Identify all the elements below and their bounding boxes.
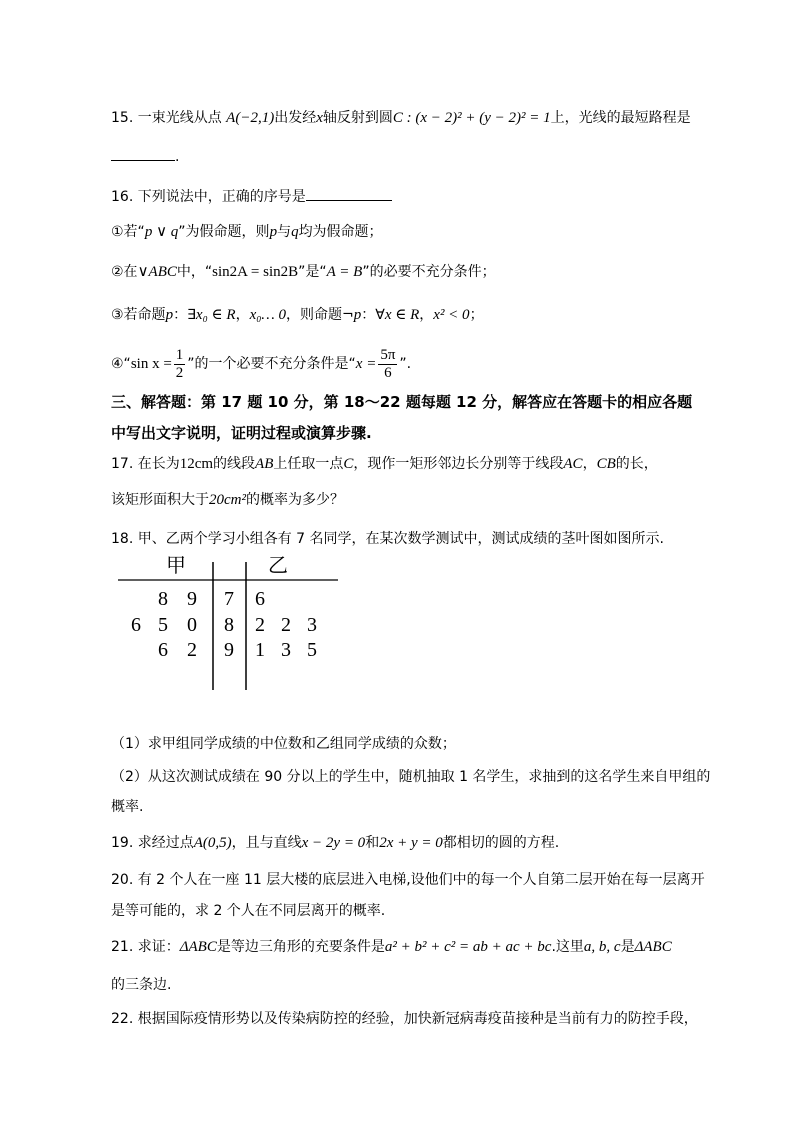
leaf-left: 2 <box>187 639 197 661</box>
q17-math: CB <box>596 456 616 472</box>
q21-line1 <box>111 937 672 957</box>
plot-right-header: 乙 <box>268 555 288 577</box>
fraction-numerator: 5π <box>380 346 396 363</box>
q17-math: 20cm² <box>209 492 246 508</box>
fraction-denominator: 2 <box>175 364 184 381</box>
q22-line1: 22. 根据国际疫情形势以及传染病防控的经验，加快新冠病毒疫苗接种是当前有力的防控手段， <box>111 1011 698 1027</box>
q21-math: ΔABC <box>179 939 217 955</box>
q18-sub2-line2: 概率. <box>111 799 144 815</box>
q16-math: x = <box>355 356 377 372</box>
q16-text: ①若“ <box>111 224 145 240</box>
q19-text: ，且与直线 <box>231 835 302 851</box>
leaf-left: 8 <box>158 588 168 610</box>
leaf-right: 1 <box>255 639 265 661</box>
stem-value: 8 <box>224 614 234 636</box>
q18-sub1: （1）求甲组同学成绩的中位数和乙组同学成绩的众数； <box>111 736 456 752</box>
q16-option-2 <box>111 262 496 282</box>
q16-text: 中，“ <box>176 264 213 280</box>
fraction-numerator: 1 <box>175 346 184 363</box>
q21-math: ΔABC <box>634 939 672 955</box>
leaf-right: 2 <box>281 614 291 636</box>
q16-text: ， <box>235 307 250 323</box>
q16-stem <box>111 186 392 207</box>
q16-fraction-half <box>174 347 186 382</box>
q20-line1: 20. 有 2 个人在一座 11 层大楼的底层进入电梯,设他们中的每一个人自第二层开始在每一层离开 <box>111 872 705 888</box>
q16-answer-blank <box>306 186 392 201</box>
q16-text: ②在 <box>111 264 138 280</box>
q16-math: x₀ ∈ R <box>195 307 236 323</box>
q16-text: ”的一个必要不充分条件是“ <box>187 356 356 372</box>
leaf-left: 9 <box>187 588 197 610</box>
q16-text: ”是“ <box>298 264 327 280</box>
q15-text: 轴反射到圆 <box>322 110 393 126</box>
q17-text: ， <box>582 456 597 472</box>
q15-text: 出发经 <box>274 110 317 126</box>
q16-math: x² < 0 <box>433 307 470 323</box>
q16-text: ，则命题¬ <box>286 307 354 323</box>
q21-text: 21. 求证： <box>111 939 180 955</box>
q16-text: ”的必要不充分条件； <box>362 264 496 280</box>
leaf-right: 3 <box>281 639 291 661</box>
q17-text: ，现作一矩形邻边长分别等于线段 <box>353 456 564 472</box>
q16-math: ∨ABC <box>137 264 177 280</box>
q17-math: 12cm <box>179 456 214 472</box>
q16-math: sin2A = sin2B <box>212 264 299 280</box>
q15-answer-blank <box>111 146 175 161</box>
stem-and-leaf-plot <box>118 555 338 692</box>
leaf-left: 0 <box>187 614 197 636</box>
q21-math: a² + b² + c² = ab + ac + bc <box>384 939 552 955</box>
q15-text: 15. 一束光线从点 <box>111 110 227 126</box>
leaf-right: 3 <box>307 614 317 636</box>
q15-answer-line <box>111 146 179 167</box>
q17-math: AB <box>255 456 274 472</box>
q19-math: 2x + y = 0 <box>379 835 443 851</box>
q16-math: x ∈ R <box>384 307 420 323</box>
q17-text: 的线段 <box>213 456 256 472</box>
q18-stem: 18. 甲、乙两个学习小组各有 7 名同学，在某次数学测试中，测试成绩的茎叶图如图所示. <box>111 531 664 547</box>
q18-sub2-line1: （2）从这次测试成绩在 90 分以上的学生中，随机抽取 1 名学生，求抽到的这名学生来自甲组的 <box>111 769 711 785</box>
q16-text: 均为假命题； <box>298 224 383 240</box>
leaf-right: 6 <box>255 588 265 610</box>
q17-line1 <box>111 454 658 474</box>
q16-text: ：∃ <box>173 307 196 323</box>
q16-text: ④“ <box>111 356 131 372</box>
q20-line2: 是等可能的，求 2 个人在不同层离开的概率. <box>111 903 386 919</box>
q15-axis: x <box>316 110 323 126</box>
stem-value: 9 <box>224 639 234 661</box>
q16-math: p ∨ q <box>144 224 179 240</box>
section3-heading-line1: 三、解答题：第 17 题 10 分，第 18～22 题每题 12 分，解答应在答题卡的相应各题 <box>111 393 693 411</box>
q15-line1 <box>111 108 691 128</box>
q21-text: 是等边三角形的充要条件是 <box>216 939 385 955</box>
q17-text: 该矩形面积大于 <box>111 492 209 508</box>
q19-text: 19. 求经过点 <box>111 835 194 851</box>
q16-text: ：∀ <box>361 307 385 323</box>
leaf-left: 6 <box>158 639 168 661</box>
q16-text: 与 <box>277 224 292 240</box>
q15-text: 上，光线的最短路程是 <box>550 110 691 126</box>
q16-text: ， <box>419 307 434 323</box>
leaf-right: 5 <box>307 639 317 661</box>
q17-text: 的概率为多少？ <box>246 492 344 508</box>
q17-math: AC <box>563 456 583 472</box>
q21-text: 是 <box>620 939 635 955</box>
q21-math: a, b, c <box>583 939 621 955</box>
q19-math: x − 2y = 0 <box>301 835 366 851</box>
leaf-right: 2 <box>255 614 265 636</box>
q16-text: ”. <box>399 356 412 372</box>
plot-left-header: 甲 <box>166 555 186 577</box>
q21-text: .这里 <box>551 939 584 955</box>
q17-math: C <box>343 456 354 472</box>
q15-circle-equation: C : (x − 2)² + (y − 2)² = 1 <box>392 110 551 126</box>
leaf-left: 5 <box>158 614 168 636</box>
q19-text: 和 <box>365 835 380 851</box>
q16-math: p <box>269 224 278 240</box>
q16-math: p <box>353 307 362 323</box>
q16-option-4 <box>111 344 411 384</box>
q16-text: ③若命题 <box>111 307 166 323</box>
q17-text: 17. 在长为 <box>111 456 180 472</box>
q16-math: q <box>291 224 299 240</box>
leaf-left: 6 <box>131 614 141 636</box>
q16-math: x₀… 0 <box>249 307 287 323</box>
q15-point: A(−2,1) <box>226 110 275 126</box>
q16-math: sin x = <box>130 356 172 372</box>
q16-option-1 <box>111 222 383 242</box>
q16-fraction-5pi-6 <box>378 347 397 382</box>
q16-text: ； <box>469 307 484 323</box>
q17-text: 的长， <box>615 456 658 472</box>
q19-line <box>111 833 559 853</box>
q17-text: 上任取一点 <box>273 456 344 472</box>
stem-value: 7 <box>224 588 234 610</box>
q16-text: ”为假命题，则 <box>178 224 270 240</box>
q16-stem-text: 16. 下列说法中，正确的序号是 <box>111 189 306 205</box>
q16-option-3 <box>111 305 484 325</box>
q15-end: . <box>175 149 180 165</box>
section3-heading-line2: 中写出文字说明，证明过程或演算步骤. <box>111 424 372 442</box>
q16-math: p <box>165 307 174 323</box>
q16-math: A = B <box>326 264 363 280</box>
q21-line2: 的三条边. <box>111 977 172 993</box>
q19-math: A(0,5) <box>193 835 232 851</box>
q17-line2 <box>111 490 344 510</box>
q19-text: 都相切的圆的方程. <box>442 835 560 851</box>
fraction-denominator: 6 <box>384 364 392 381</box>
